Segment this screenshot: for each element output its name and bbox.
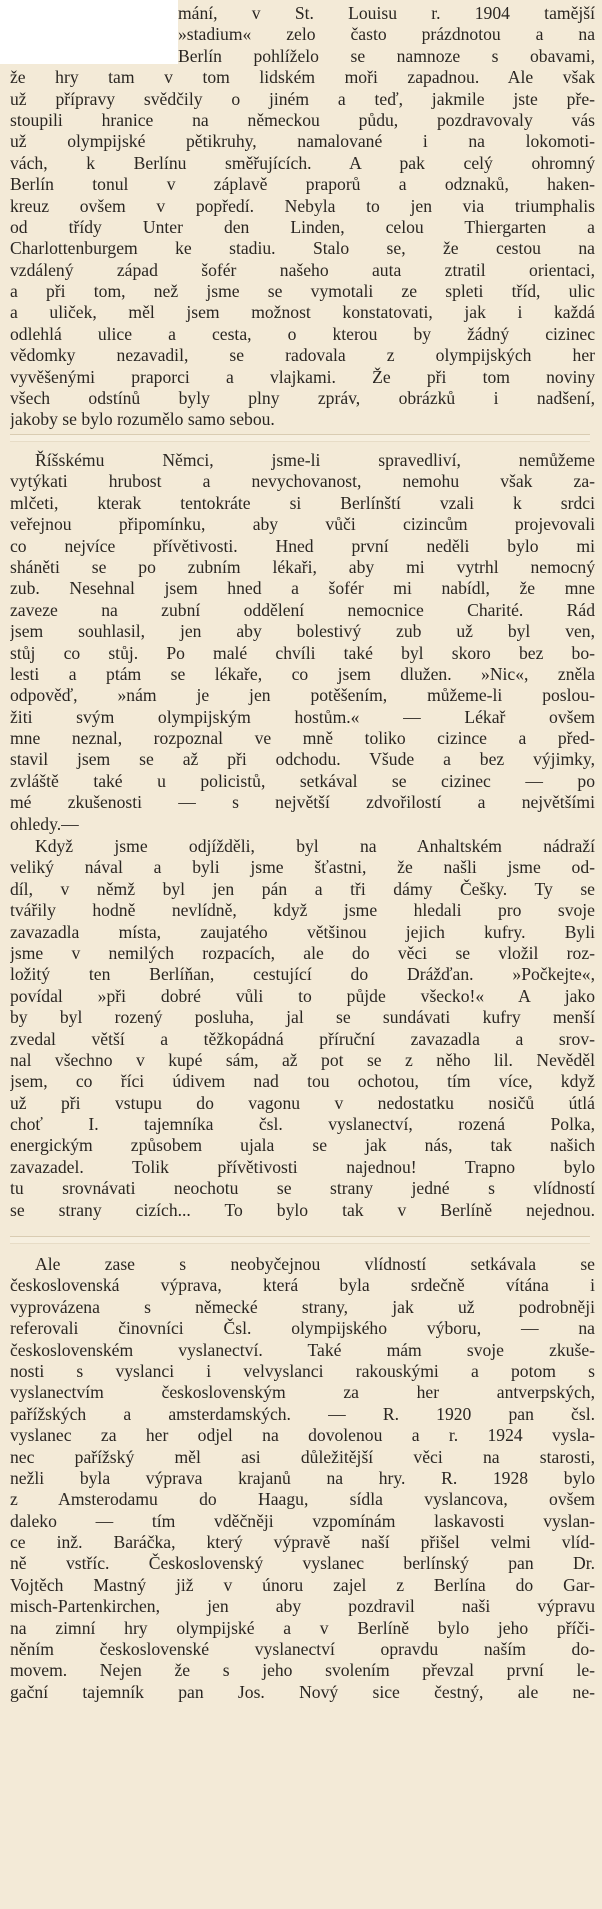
text-line: ce inž. Baráčka, který výpravě naší přišel velmi vlíd- (10, 1532, 595, 1553)
text-line: co nejvíce přívětivosti. Hned první neděli bylo mi (10, 535, 595, 556)
text-line: referovali činovníci Čsl. olympijského výboru, — na (10, 1318, 595, 1339)
text-line: tvářily hodně nevlídně, když jsme hledali pro svoje (10, 900, 595, 921)
text-line: Ale zase s neobyčejnou vlídností setkávala se (35, 1254, 595, 1274)
paragraph-2 (10, 450, 595, 835)
text-line: nosti s vyslanci i velvyslanci rakouskými a potom s (10, 1360, 595, 1381)
text-line: mání, v St. Louisu r. 1904 tamější (178, 3, 595, 23)
text-line: veliký nával a byli jsme šťastni, že našli jsme od- (10, 857, 595, 878)
text-line: mlčeti, kterak tentokráte si Berlínští vzali k srdci (10, 492, 595, 513)
text-line: Když jsme odjížděli, byl na Anhaltském nádraží (35, 836, 595, 856)
text-line: Vojtěch Mastný již v únoru zajel z Berlína do Gar- (10, 1574, 595, 1595)
text-line: odlehlá ulice a cesta, o kterou by žádný cizinec (10, 323, 595, 344)
text-line: vědomky nezavadil, se radovala z olympijských her (10, 345, 595, 366)
text-line: něním československé vyslanectví opravdu naším do- (10, 1639, 595, 1660)
text-line: zvedal větší a těžkopádná příruční zavazadla a srov- (10, 1028, 595, 1049)
text-line: díl, v němž byl jen pán a tři dámy Češky. Ty se (10, 878, 595, 899)
text-line: energickým způsobem ujala se jak nás, tak našich (10, 1135, 595, 1156)
text-line: zvláště také u policistů, setkával se cizinec — po (10, 770, 595, 791)
clipping-seam (10, 1236, 590, 1244)
text-line: movem. Nejen že s jeho svolením převzal první le- (10, 1660, 595, 1681)
text-line: stůj co stůj. Po malé chvíli také byl skoro bez bo- (10, 642, 595, 663)
text-line: vyprovázena s německé strany, jak už podrobněji (10, 1296, 595, 1317)
text-line: vzdálený západ šofér našeho auta ztratil orientaci, (10, 259, 595, 280)
text-line: mé zkušenosti — s největší zdvořilostí a největšími (10, 792, 595, 813)
text-line: už olympijské pětikruhy, namalované i na lokomoti- (10, 131, 595, 152)
text-line: vyslanec za her odjel na dovolenou a r. 1924 vysla- (10, 1425, 595, 1446)
text-line: kreuz ovšem v popředí. Nebyla to jen via triumphalis (10, 195, 595, 216)
text-line: jsem, co říci údivem nad tou ochotou, tím více, když (10, 1071, 595, 1092)
text-line: zaveze na zubní oddělení nemocnice Charité. Rád (10, 599, 595, 620)
text-line: ně vstříc. Československý vyslanec berlínský pan Dr. (10, 1553, 595, 1574)
text-line: zub. Nesehnal jsem hned a šofér mi nabídl, že mne (10, 578, 595, 599)
text-line: Berlín tonul v záplavě praporů a odznaků, haken- (10, 174, 595, 195)
text-line: se strany cizích... To bylo tak v Berlíně nejednou. (10, 1199, 595, 1220)
text-line: už při vstupu do vagonu v nedostatku nosičů útlá (10, 1092, 595, 1113)
text-line: všech odstínů byly plny zpráv, obrázků i nadšení, (10, 388, 595, 409)
text-line: daleko — tím vděčněji vzpomínám laskavosti vyslan- (10, 1510, 595, 1531)
text-line: jsme v nemilých rozpacích, ale do věci se vložil roz- (10, 942, 595, 963)
paragraph-3 (10, 836, 595, 1221)
text-line: choť I. tajemníka čsl. vyslanectví, rozená Polka, (10, 1114, 595, 1135)
text-line: už přípravy svědčily o jiném a teď, jakmile jste pře- (10, 88, 595, 109)
text-line: stavil jsem se až při odchodu. Všude a bez výjimky, (10, 749, 595, 770)
text-line: Berlín pohlíželo se namnoze s obavami, (178, 45, 595, 66)
text-line: mne neznal, rozpoznal ve mně toliko cizince a před- (10, 728, 595, 749)
text-line: lesti a ptám se lékaře, co jsem dlužen. »Nic«, zněla (10, 663, 595, 684)
text-line: nec pařížský měl asi důležitější věci na starosti, (10, 1446, 595, 1467)
text-line: a při tom, než jsme se vymotali ze spleti tříd, ulic (10, 281, 595, 302)
text-line: veřejnou připomínku, aby vůči cizincům projevovali (10, 514, 595, 535)
text-line: a uliček, měl jsem možnost konstatovati, jak i každá (10, 302, 595, 323)
text-line: žiti svým olympijským hostům.« — Lékař ovšem (10, 706, 595, 727)
text-line: československá výprava, která byla srdečně vítána i (10, 1275, 595, 1296)
text-line: jsem souhlasil, jen aby bolestivý zub už byl ven, (10, 621, 595, 642)
text-line: ohledy.— (10, 813, 79, 834)
text-line: nal všechno v kupé sám, až pot se z něho lil. Nevěděl (10, 1049, 595, 1070)
text-line: od třídy Unter den Linden, celou Thiergarten a (10, 216, 595, 237)
text-line: na zimní hry olympijské a v Berlíně bylo jeho příči- (10, 1617, 595, 1638)
text-line: misch-Partenkirchen, jen aby pozdravil naši výpravu (10, 1596, 595, 1617)
text-line: povídal »při dobré vůli to půjde všecko!« A jako (10, 985, 595, 1006)
text-line: nežli byla výprava krajanů na hry. R. 1928 bylo (10, 1467, 595, 1488)
text-line: tu srovnávati neochotu se strany jedné s vlídností (10, 1178, 595, 1199)
text-line: Charlottenburgem ke stadiu. Stalo se, že cestou na (10, 238, 595, 259)
text-line: vyslanectvím československým za her antverpských, (10, 1382, 595, 1403)
text-line: ložitý ten Berlíňan, cestující do Drážďan. »Počkejte«, (10, 964, 595, 985)
text-line: z Amsterodamu do Haagu, sídla vyslancova, ovšem (10, 1489, 595, 1510)
clipping-seam (10, 434, 590, 442)
text-line: československém vyslanectví. Také mám svoje zkuše- (10, 1339, 595, 1360)
text-line: by byl rozený posluha, jal se sundávati kufry menší (10, 1007, 595, 1028)
text-line: vyvěšenými praporci a vlajkami. Že při tom noviny (10, 366, 595, 387)
text-line: pařížských a amsterdamských. — R. 1920 pan čsl. (10, 1403, 595, 1424)
text-line: Říšskému Němci, jsme-li spravedliví, nemůžeme (35, 450, 595, 470)
text-line: zavazadla místa, zaujatého většinou jejich kufry. Byli (10, 921, 595, 942)
text-line: jakoby se bylo rozumělo samo sebou. (10, 409, 275, 430)
text-line: že hry tam v tom lidském moři zapadnou. Ale však (10, 67, 595, 88)
text-line: zavazadel. Tolik přívětivosti najednou! Trapno bylo (10, 1156, 595, 1177)
paragraph-1 (10, 3, 595, 431)
paragraph-4 (10, 1254, 595, 1703)
text-line: sháněti se po zubním lékaři, aby mi vytrhl nemocný (10, 556, 595, 577)
text-line: vytýkati hrubost a nevychovanost, nemohu však za- (10, 471, 595, 492)
text-line: stoupili hranice na německou půdu, pozdravovaly vás (10, 109, 595, 130)
text-line: odpověď, »nám je jen potěšením, můžeme-li poslou- (10, 685, 595, 706)
text-line: gační tajemník pan Jos. Nový sice čestný, ale ne- (10, 1681, 595, 1702)
text-line: »stadium« zelo často prázdnotou a na (178, 24, 595, 45)
text-line: vách, k Berlínu směřujících. A pak celý ohromný (10, 152, 595, 173)
